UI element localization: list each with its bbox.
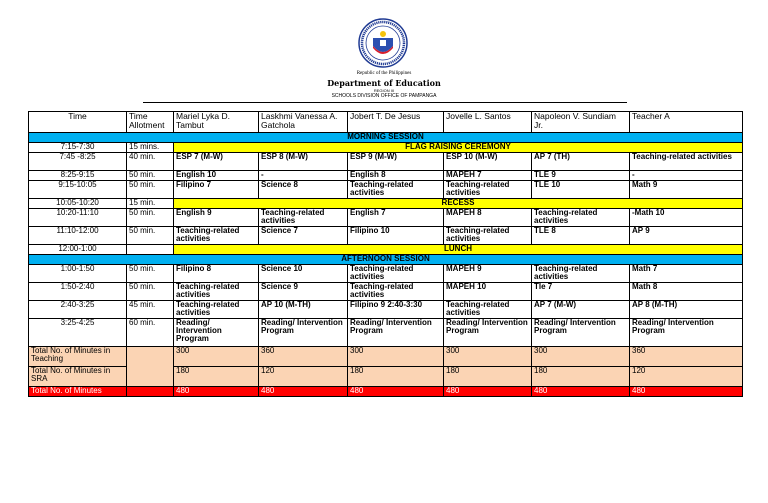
flag-ceremony-label: FLAG RAISING CEREMONY xyxy=(174,143,743,153)
schedule-cell: MAPEH 10 xyxy=(444,283,532,301)
schedule-cell: Teaching-related activities xyxy=(259,209,348,227)
time-cell: 8:25-9:15 xyxy=(29,171,127,181)
total-value: 300 xyxy=(174,347,259,367)
header-divider xyxy=(143,102,627,103)
schedule-cell: Filipino 9 2:40-3:30 xyxy=(348,301,444,319)
schedule-cell: TLE 8 xyxy=(532,227,630,245)
total-value: 480 xyxy=(444,387,532,397)
table-row xyxy=(29,319,743,347)
total-value: 300 xyxy=(532,347,630,367)
time-cell: 11:10-12:00 xyxy=(29,227,127,245)
division-line: SCHOOLS DIVISION OFFICE OF PAMPANGA xyxy=(331,93,437,99)
schedule-cell: Science 7 xyxy=(259,227,348,245)
schedule-cell: English 10 xyxy=(174,171,259,181)
schedule-cell: Science 10 xyxy=(259,265,348,283)
schedule-cell: Reading/ Intervention Program xyxy=(630,319,743,347)
allotment-cell: 50 min. xyxy=(127,209,174,227)
republic-line: Republic of the Philippines xyxy=(356,71,412,76)
total-value: 180 xyxy=(444,367,532,387)
schedule-cell: Teaching-related activities xyxy=(348,181,444,199)
schedule-cell: Science 9 xyxy=(259,283,348,301)
schedule-cell: Teaching-related activities xyxy=(444,181,532,199)
schedule-cell: Teaching-related activities xyxy=(532,209,630,227)
schedule-cell: MAPEH 7 xyxy=(444,171,532,181)
table-row xyxy=(29,245,743,255)
total-value: 120 xyxy=(630,367,743,387)
total-value: 120 xyxy=(259,367,348,387)
schedule-cell: ESP 8 (M-W) xyxy=(259,153,348,171)
schedule-cell: AP 9 xyxy=(630,227,743,245)
schedule-cell: Teaching-related activities xyxy=(532,265,630,283)
table-row xyxy=(29,283,743,301)
schedule-cell: - xyxy=(259,171,348,181)
schedule-cell: MAPEH 8 xyxy=(444,209,532,227)
schedule-cell: AP 8 (M-TH) xyxy=(630,301,743,319)
grand-total-row xyxy=(29,387,743,397)
schedule-cell: Tle 7 xyxy=(532,283,630,301)
total-label: Total No. of Minutes xyxy=(29,387,127,397)
schedule-cell: TLE 10 xyxy=(532,181,630,199)
time-cell: 1:50-2:40 xyxy=(29,283,127,301)
allotment-cell: 50 min. xyxy=(127,181,174,199)
schedule-cell: Reading/ Intervention Program xyxy=(348,319,444,347)
schedule-cell: AP 10 (M-TH) xyxy=(259,301,348,319)
allotment-cell: 45 min. xyxy=(127,301,174,319)
total-value: 360 xyxy=(259,347,348,367)
col-teacher-2: Laskhmi Vanessa A. Gatchola xyxy=(259,112,348,133)
schedule-cell: Teaching-related activities xyxy=(348,283,444,301)
schedule-cell: Teaching-related activities xyxy=(174,227,259,245)
total-value: 180 xyxy=(348,367,444,387)
table-row xyxy=(29,171,743,181)
schedule-cell: Teaching-related activities xyxy=(174,301,259,319)
table-row xyxy=(29,153,743,171)
total-blank xyxy=(127,387,174,397)
allotment-cell: 60 min. xyxy=(127,319,174,347)
total-teaching-row xyxy=(29,347,743,367)
schedule-cell: AP 7 (TH) xyxy=(532,153,630,171)
schedule-cell: Filipino 7 xyxy=(174,181,259,199)
morning-session-label: MORNING SESSION xyxy=(29,133,743,143)
time-cell: 10:05-10:20 xyxy=(29,199,127,209)
total-value: 180 xyxy=(174,367,259,387)
total-label: Total No. of Minutes in Teaching xyxy=(29,347,127,367)
schedule-cell: Reading/ Intervention Program xyxy=(532,319,630,347)
table-row xyxy=(29,265,743,283)
morning-session-row xyxy=(29,133,743,143)
schedule-cell: Teaching-related activities xyxy=(444,227,532,245)
time-cell: 7:45 -8:25 xyxy=(29,153,127,171)
total-label: Total No. of Minutes in SRA xyxy=(29,367,127,387)
region-line: REGION III xyxy=(373,88,395,93)
schedule-cell: Teaching-related activities xyxy=(444,301,532,319)
total-value: 480 xyxy=(259,387,348,397)
schedule-cell: English 7 xyxy=(348,209,444,227)
total-value: 300 xyxy=(348,347,444,367)
schedule-cell: Reading/ Intervention Program xyxy=(259,319,348,347)
time-cell: 12:00-1:00 xyxy=(29,245,127,255)
col-teacher-4: Jovelle L. Santos xyxy=(444,112,532,133)
recess-label: RECESS xyxy=(174,199,743,209)
schedule-cell: AP 7 (M-W) xyxy=(532,301,630,319)
time-cell: 10:20-11:10 xyxy=(29,209,127,227)
afternoon-session-row xyxy=(29,255,743,265)
department-name: Department of Education xyxy=(327,78,441,88)
schedule-cell: MAPEH 9 xyxy=(444,265,532,283)
table-row xyxy=(29,199,743,209)
time-cell: 1:00-1:50 xyxy=(29,265,127,283)
schedule-cell: Math 9 xyxy=(630,181,743,199)
schedule-cell: TLE 9 xyxy=(532,171,630,181)
schedule-cell: English 9 xyxy=(174,209,259,227)
schedule-cell: Reading/ Intervention Program xyxy=(444,319,532,347)
allotment-cell: 15 mins. xyxy=(127,143,174,153)
time-cell: 2:40-3:25 xyxy=(29,301,127,319)
schedule-cell: - xyxy=(630,171,743,181)
table-row xyxy=(29,301,743,319)
total-blank xyxy=(127,347,174,387)
schedule-cell: Science 8 xyxy=(259,181,348,199)
total-value: 480 xyxy=(348,387,444,397)
deped-seal-logo xyxy=(358,18,408,68)
schedule-cell: -Math 10 xyxy=(630,209,743,227)
schedule-table xyxy=(28,111,743,397)
total-value: 480 xyxy=(174,387,259,397)
allotment-cell: 40 min. xyxy=(127,153,174,171)
schedule-cell: ESP 9 (M-W) xyxy=(348,153,444,171)
header-row xyxy=(29,112,743,133)
allotment-cell: 50 min. xyxy=(127,283,174,301)
time-cell: 9:15-10:05 xyxy=(29,181,127,199)
col-teacher-6: Teacher A xyxy=(630,112,743,133)
afternoon-session-label: AFTERNOON SESSION xyxy=(29,255,743,265)
allotment-cell xyxy=(127,245,174,255)
table-row xyxy=(29,181,743,199)
table-row xyxy=(29,209,743,227)
allotment-cell: 50 min. xyxy=(127,227,174,245)
time-cell: 3:25-4:25 xyxy=(29,319,127,347)
schedule-cell: Reading/ Intervention Program xyxy=(174,319,259,347)
schedule-cell: Filipino 8 xyxy=(174,265,259,283)
total-value: 180 xyxy=(532,367,630,387)
total-value: 480 xyxy=(532,387,630,397)
schedule-cell: English 8 xyxy=(348,171,444,181)
allotment-cell: 50 min. xyxy=(127,265,174,283)
schedule-cell: Filipino 10 xyxy=(348,227,444,245)
col-time: Time xyxy=(29,112,127,133)
table-row xyxy=(29,227,743,245)
allotment-cell: 50 min. xyxy=(127,171,174,181)
allotment-cell: 15 min. xyxy=(127,199,174,209)
total-value: 480 xyxy=(630,387,743,397)
total-value: 360 xyxy=(630,347,743,367)
time-cell: 7:15-7:30 xyxy=(29,143,127,153)
col-teacher-5: Napoleon V. Sundiam Jr. xyxy=(532,112,630,133)
schedule-cell: Math 8 xyxy=(630,283,743,301)
col-teacher-1: Mariel Lyka D. Tambut xyxy=(174,112,259,133)
col-allotment: Time Allotment xyxy=(127,112,174,133)
schedule-cell: Teaching-related activities xyxy=(348,265,444,283)
schedule-cell: Math 7 xyxy=(630,265,743,283)
schedule-cell: ESP 7 (M-W) xyxy=(174,153,259,171)
schedule-cell: ESP 10 (M-W) xyxy=(444,153,532,171)
schedule-cell: Teaching-related activities xyxy=(630,153,743,171)
col-teacher-3: Jobert T. De Jesus xyxy=(348,112,444,133)
lunch-label: LUNCH xyxy=(174,245,743,255)
total-value: 300 xyxy=(444,347,532,367)
table-row xyxy=(29,143,743,153)
schedule-cell: Teaching-related activities xyxy=(174,283,259,301)
